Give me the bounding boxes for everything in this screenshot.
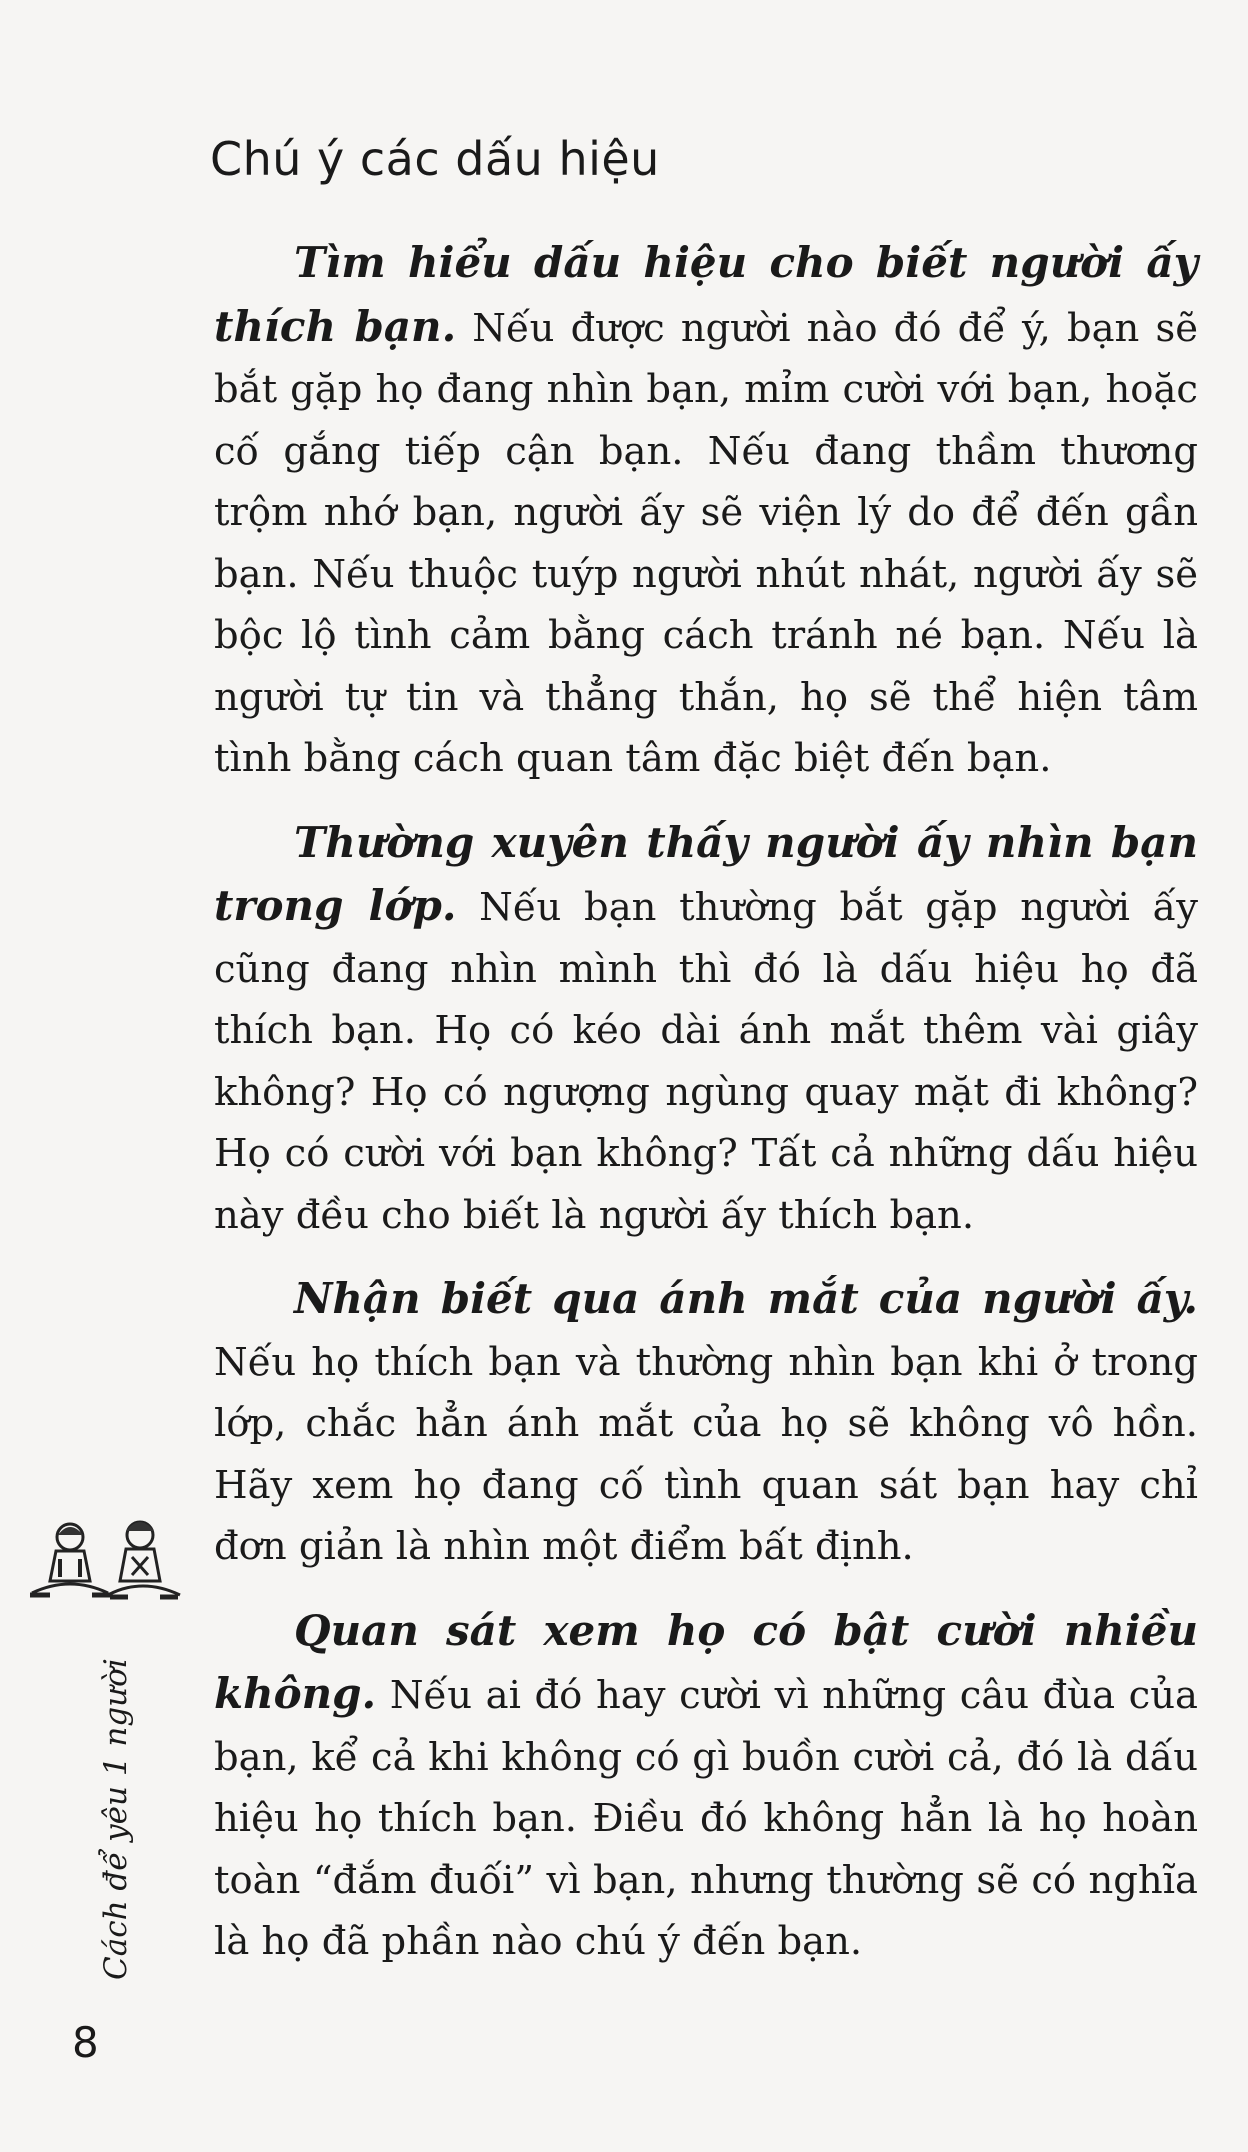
paragraph-body: Nếu họ thích bạn và thường nhìn bạn khi ở trong lớp, chắc hẳn ánh mắt của họ sẽ không vô hồn. Hãy xem họ đang cố tình quan sát bạn hay chỉ đơn giản là nhìn một điểm bất định. [214, 1339, 1198, 1569]
paragraph-lead: Quan sát xem họ có bật cười nhiều không. [214, 1605, 1198, 1718]
paragraph-lead: Nhận biết qua ánh mắt của người ấy. [294, 1274, 1198, 1323]
paragraph-lead: Tìm hiểu dấu hiệu cho biết người ấy thích bạn. [214, 238, 1198, 351]
sitting-kids-illustration-icon [22, 1515, 182, 1605]
paragraph [214, 812, 1198, 1247]
paragraph-body: Nếu bạn thường bắt gặp người ấy cũng đang nhìn mình thì đó là dấu hiệu họ đã thích bạn. Họ có kéo dài ánh mắt thêm vài giây không? Họ có ngượng ngùng quay mặt đi không? Họ có cười với bạn không? Tất cả những dấu hiệu này đều cho biết là người ấy thích bạn. [214, 885, 1198, 1238]
body-text [214, 232, 1198, 1995]
page-number: 8 [72, 2018, 99, 2067]
paragraph [214, 1600, 1198, 1973]
paragraph-body: Nếu ai đó hay cười vì những câu đùa của bạn, kể cả khi không có gì buồn cười cả, đó là dấu hiệu họ thích bạn. Điều đó không hẳn là họ hoàn toàn “đắm đuối” vì bạn, nhưng thường sẽ có nghĩa là họ đã phần nào chú ý đến bạn. [214, 1673, 1198, 1964]
paragraph-lead: Thường xuyên thấy người ấy nhìn bạn trong lớp. [214, 817, 1198, 930]
paragraph [214, 1268, 1198, 1578]
running-book-title: Cách để yêu 1 người [98, 1658, 134, 1980]
paragraph [214, 232, 1198, 790]
paragraph-body: Nếu được người nào đó để ý, bạn sẽ bắt gặp họ đang nhìn bạn, mỉm cười với bạn, hoặc cố gắng tiếp cận bạn. Nếu đang thầm thương trộm nhớ bạn, người ấy sẽ viện lý do để đến gần bạn. Nếu thuộc tuýp người nhút nhát, người ấy sẽ bộc lộ tình cảm bằng cách tránh né bạn. Nếu là người tự tin và thẳng thắn, họ sẽ thể hiện tâm tình bằng cách quan tâm đặc biệt đến bạn. [214, 305, 1198, 781]
section-heading: Chú ý các dấu hiệu [210, 132, 660, 186]
